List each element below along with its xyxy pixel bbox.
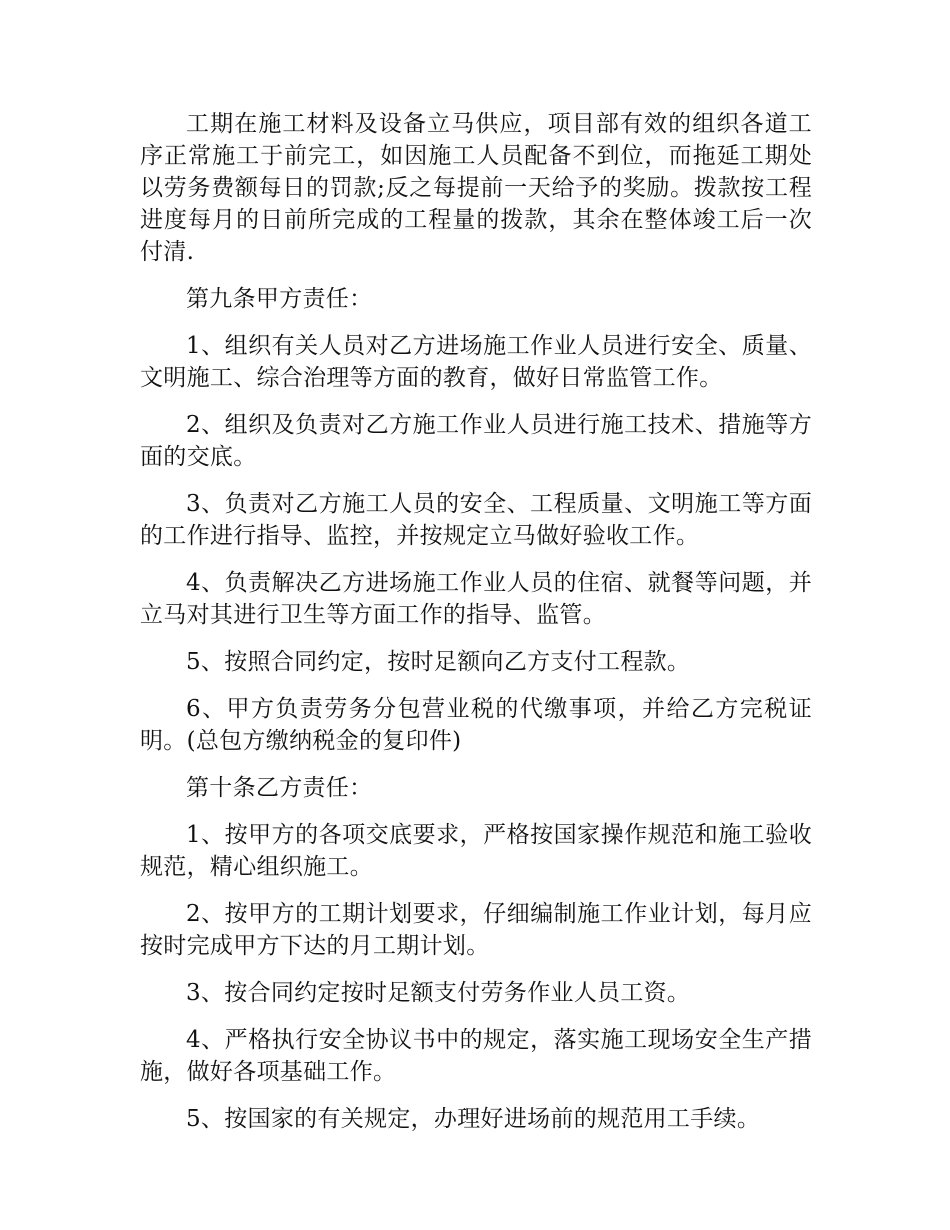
party-a-duty-6: 6、甲方负责劳务分包营业税的代缴事项，并给乙方完税证明。(总包方缴纳税金的复印件) (140, 696, 812, 754)
paragraph-payment-terms: 工期在施工材料及设备立马供应，项目部有效的组织各道工序正常施工于前完工，如因施工人员配备不到位，而拖延工期处以劳务费额每日的罚款;反之每提前一天给予的奖励。拨款按工程进度每月的日前所完成的工程量的拨款，其余在整体竣工后一次付清. (140, 111, 812, 265)
party-b-duty-3: 3、按合同约定按时足额支付劳务作业人员工资。 (186, 980, 691, 1006)
party-a-duty-3: 3、负责对乙方施工人员的安全、工程质量、文明施工等方面的工作进行指导、监控，并按规定立马做好验收工作。 (140, 491, 812, 549)
party-b-duty-1: 1、按甲方的各项交底要求，严格按国家操作规范和施工验收规范，精心组织施工。 (140, 822, 812, 880)
party-a-duty-5: 5、按照合同约定，按时足额向乙方支付工程款。 (186, 649, 691, 675)
party-b-duty-2: 2、按甲方的工期计划要求，仔细编制施工作业计划，每月应按时完成甲方下达的月工期计划。 (140, 901, 812, 959)
document-page (140, 108, 812, 1150)
party-a-duty-2: 2、组织及负责对乙方施工作业人员进行施工技术、措施等方面的交底。 (140, 412, 812, 470)
party-a-duty-4: 4、负责解决乙方进场施工作业人员的住宿、就餐等问题，并立马对其进行卫生等方面工作的指导、监管。 (140, 570, 812, 628)
party-b-duty-4: 4、严格执行安全协议书中的规定，落实施工现场安全生产措施，做好各项基础工作。 (140, 1027, 812, 1085)
article-9-heading: 第九条甲方责任： (186, 286, 373, 312)
party-b-duty-5: 5、按国家的有关规定，办理好进场前的规范用工手续。 (186, 1106, 761, 1132)
party-a-duty-1: 1、组织有关人员对乙方进场施工作业人员进行安全、质量、文明施工、综合治理等方面的教育，做好日常监管工作。 (140, 333, 812, 391)
article-10-heading: 第十条乙方责任： (186, 775, 373, 801)
